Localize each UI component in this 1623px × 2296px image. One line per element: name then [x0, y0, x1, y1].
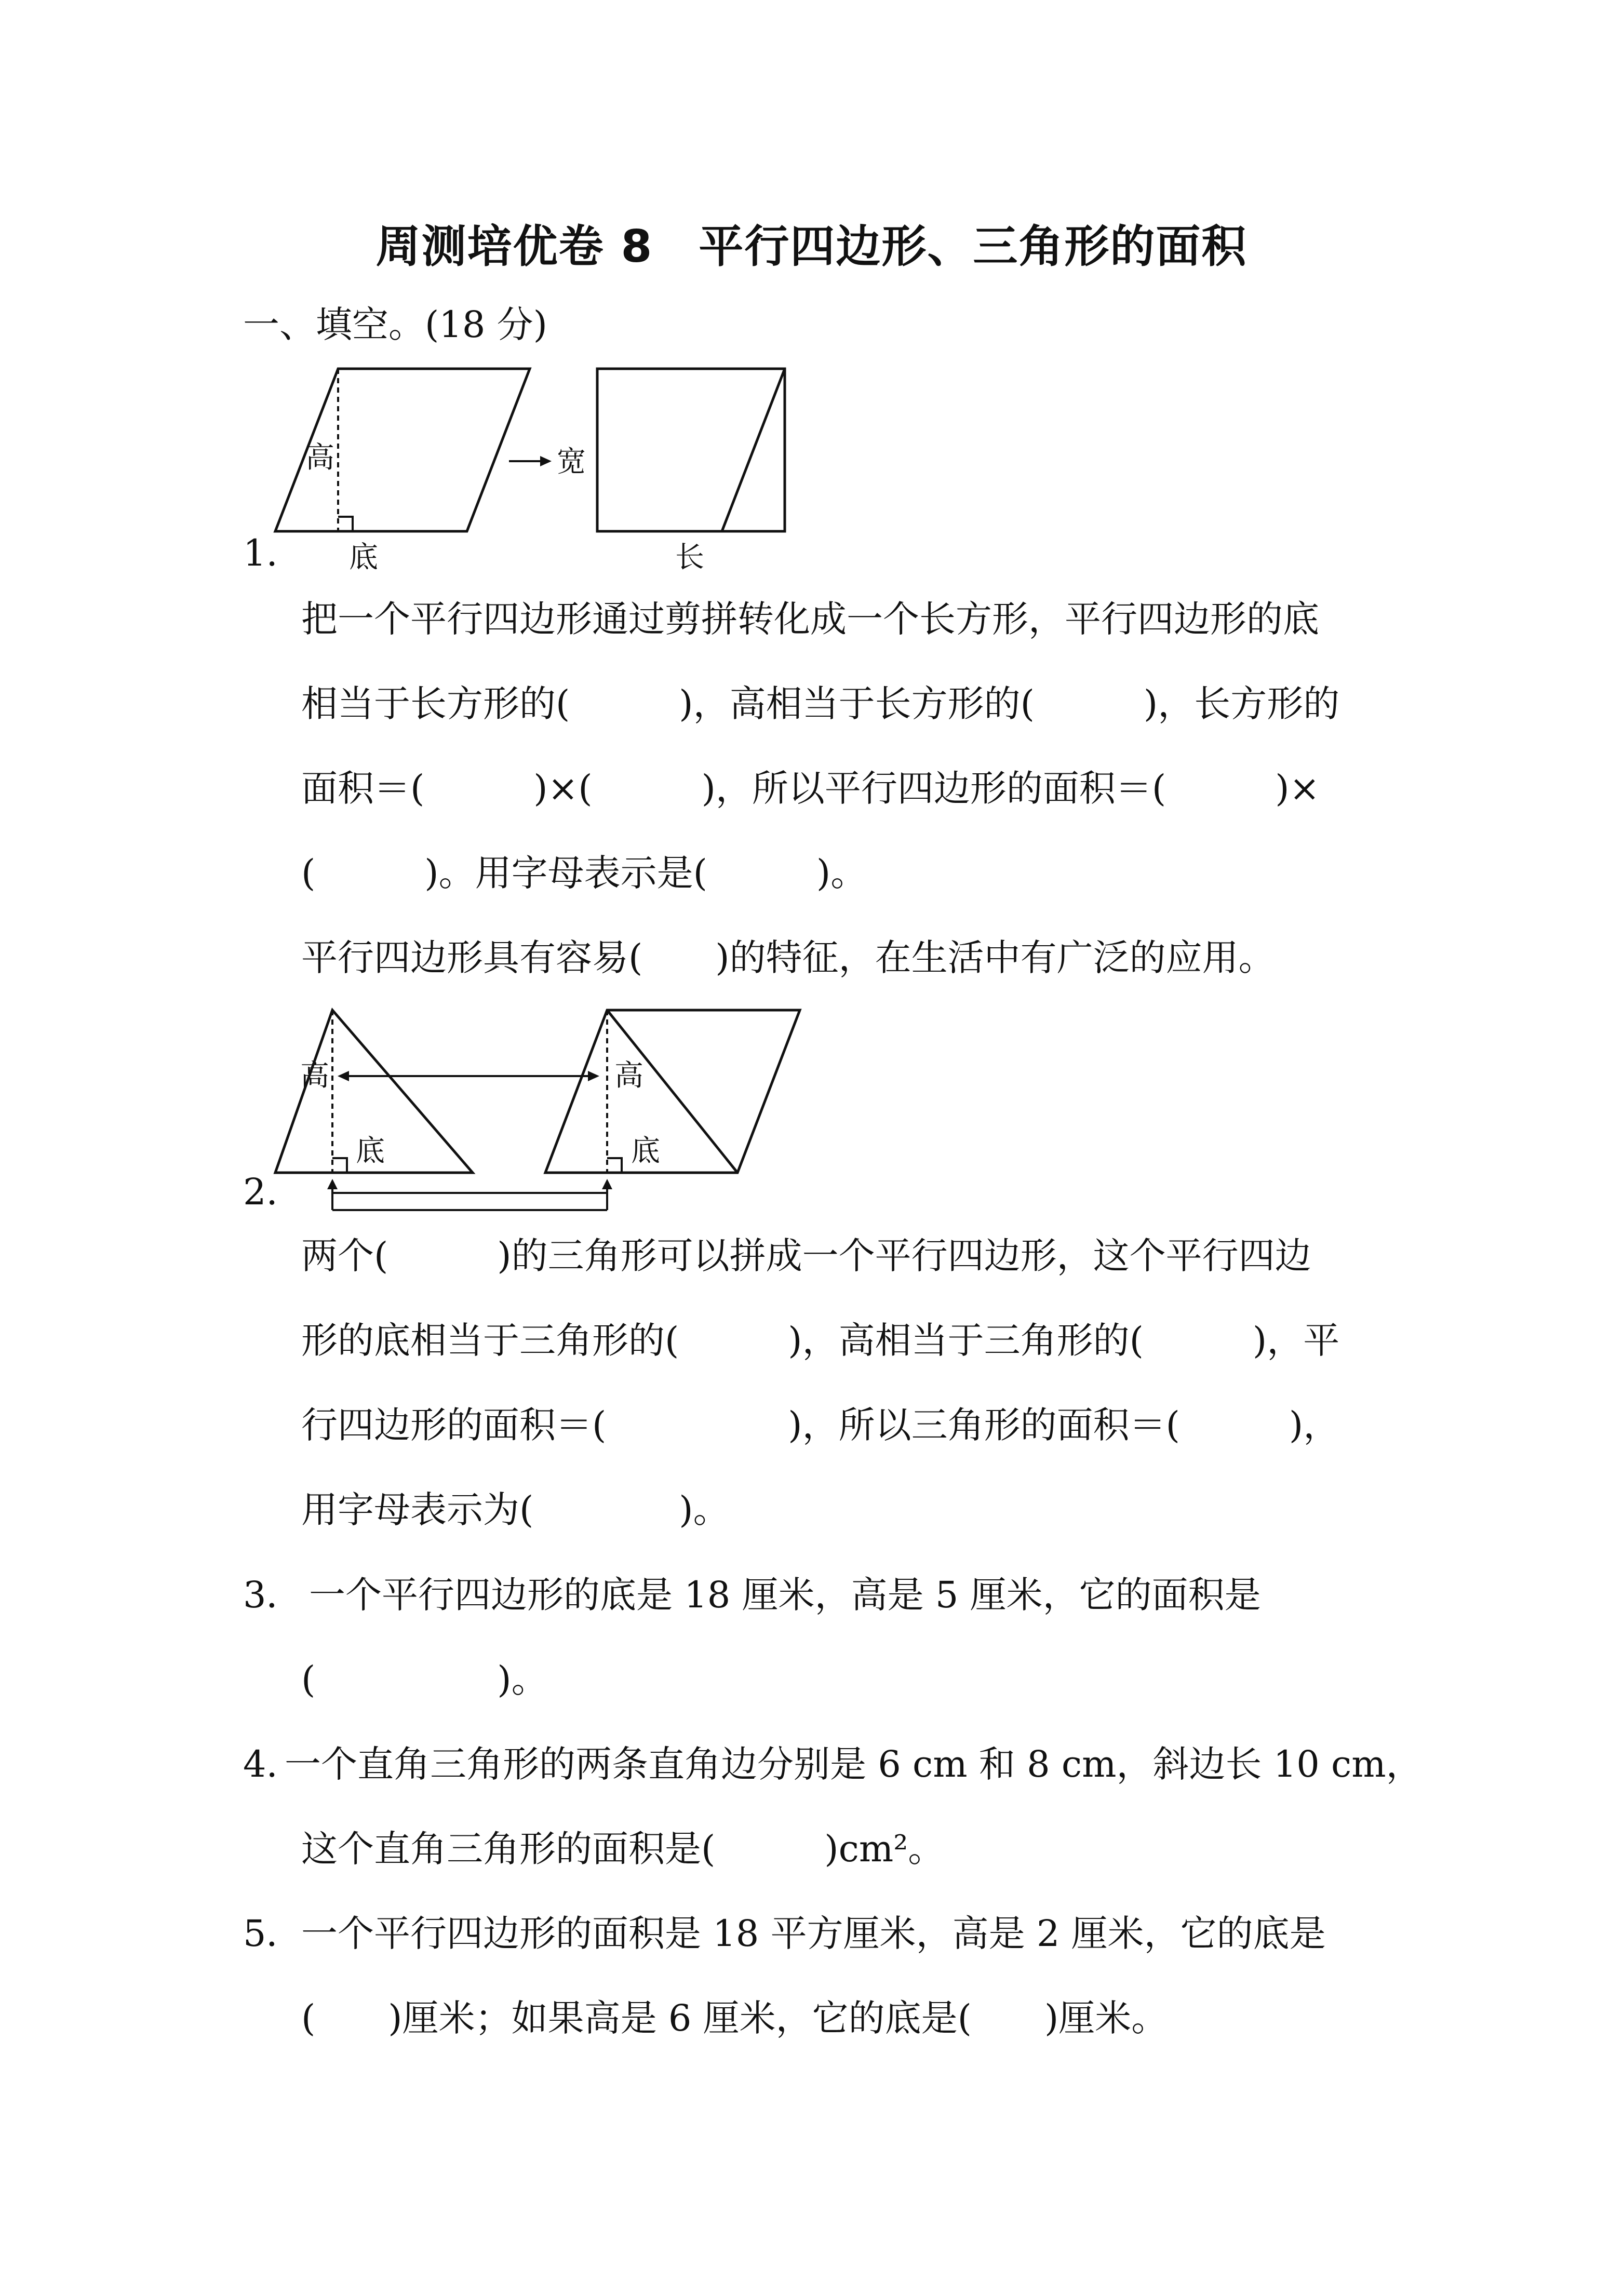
- q1-line-1: 把一个平行四边形通过剪拼转化成一个长方形，平行四边形的底: [301, 598, 1319, 640]
- right-base-label: 底: [631, 1134, 660, 1168]
- q1-figure: [270, 364, 841, 574]
- q4-number: 4.: [243, 1743, 278, 1785]
- width-label: 宽: [557, 445, 586, 479]
- q2-line-1: 两个( )的三角形可以拼成一个平行四边形，这个平行四边: [301, 1234, 1311, 1277]
- right-right-angle-mark: [607, 1158, 622, 1173]
- page-title: 周测培优卷 8 平行四边形、三角形的面积: [375, 221, 1248, 273]
- q2-line-3: 行四边形的面积＝( )，所以三角形的面积＝( )，: [301, 1404, 1340, 1446]
- q4-line-2: 这个直角三角形的面积是( )cm²。: [301, 1828, 945, 1870]
- q3-number: 3．: [243, 1574, 303, 1616]
- q1-number: 1.: [243, 532, 278, 574]
- left-height-label: 高: [300, 1059, 329, 1093]
- q2-line-4: 用字母表示为( )。: [301, 1488, 730, 1531]
- right-angle-mark: [338, 517, 353, 531]
- q1-line-2: 相当于长方形的( )，高相当于长方形的( )，长方形的: [301, 682, 1340, 725]
- arrow-head: [540, 456, 552, 466]
- q2-figure: [270, 1005, 841, 1213]
- q1-line-4: ( )。用字母表示是( )。: [301, 852, 867, 894]
- q5-line-1: 一个平行四边形的面积是 18 平方厘米，高是 2 厘米，它的底是: [301, 1912, 1326, 1955]
- height-label: 高: [305, 441, 334, 475]
- q3-line-2: ( )。: [301, 1658, 548, 1701]
- right-height-label: 高: [614, 1059, 643, 1093]
- q1-line-3: 面积＝( )×( )，所以平行四边形的面积＝( )×: [301, 767, 1320, 810]
- base-connector-line: [332, 1193, 607, 1204]
- base-label: 底: [349, 541, 378, 574]
- section-heading: 一、填空。(18 分): [243, 303, 547, 346]
- q3-line-1: 一个平行四边形的底是 18 厘米，高是 5 厘米，它的面积是: [309, 1574, 1261, 1616]
- cut-line: [722, 369, 785, 531]
- q2-line-2: 形的底相当于三角形的( )，高相当于三角形的( )，平: [301, 1319, 1340, 1362]
- q1-line-5: 平行四边形具有容易( )的特征，在生活中有广泛的应用。: [301, 936, 1275, 979]
- base-arrow-left-head: [327, 1179, 338, 1189]
- q2-number: 2.: [243, 1171, 278, 1213]
- double-arrow-left-head: [338, 1071, 349, 1081]
- length-label: 长: [675, 541, 704, 574]
- rectangle-shape: [597, 369, 785, 531]
- q5-number: 5．: [243, 1912, 303, 1955]
- double-arrow-right-head: [588, 1071, 599, 1081]
- q4-line-1: 一个直角三角形的两条直角边分别是 6 cm 和 8 cm，斜边长 10 cm，: [285, 1743, 1423, 1785]
- q5-line-2: ( )厘米；如果高是 6 厘米，它的底是( )厘米。: [301, 1997, 1168, 2039]
- left-base-label: 底: [356, 1134, 385, 1168]
- base-arrow-right-head: [602, 1179, 612, 1189]
- left-right-angle-mark: [332, 1158, 347, 1173]
